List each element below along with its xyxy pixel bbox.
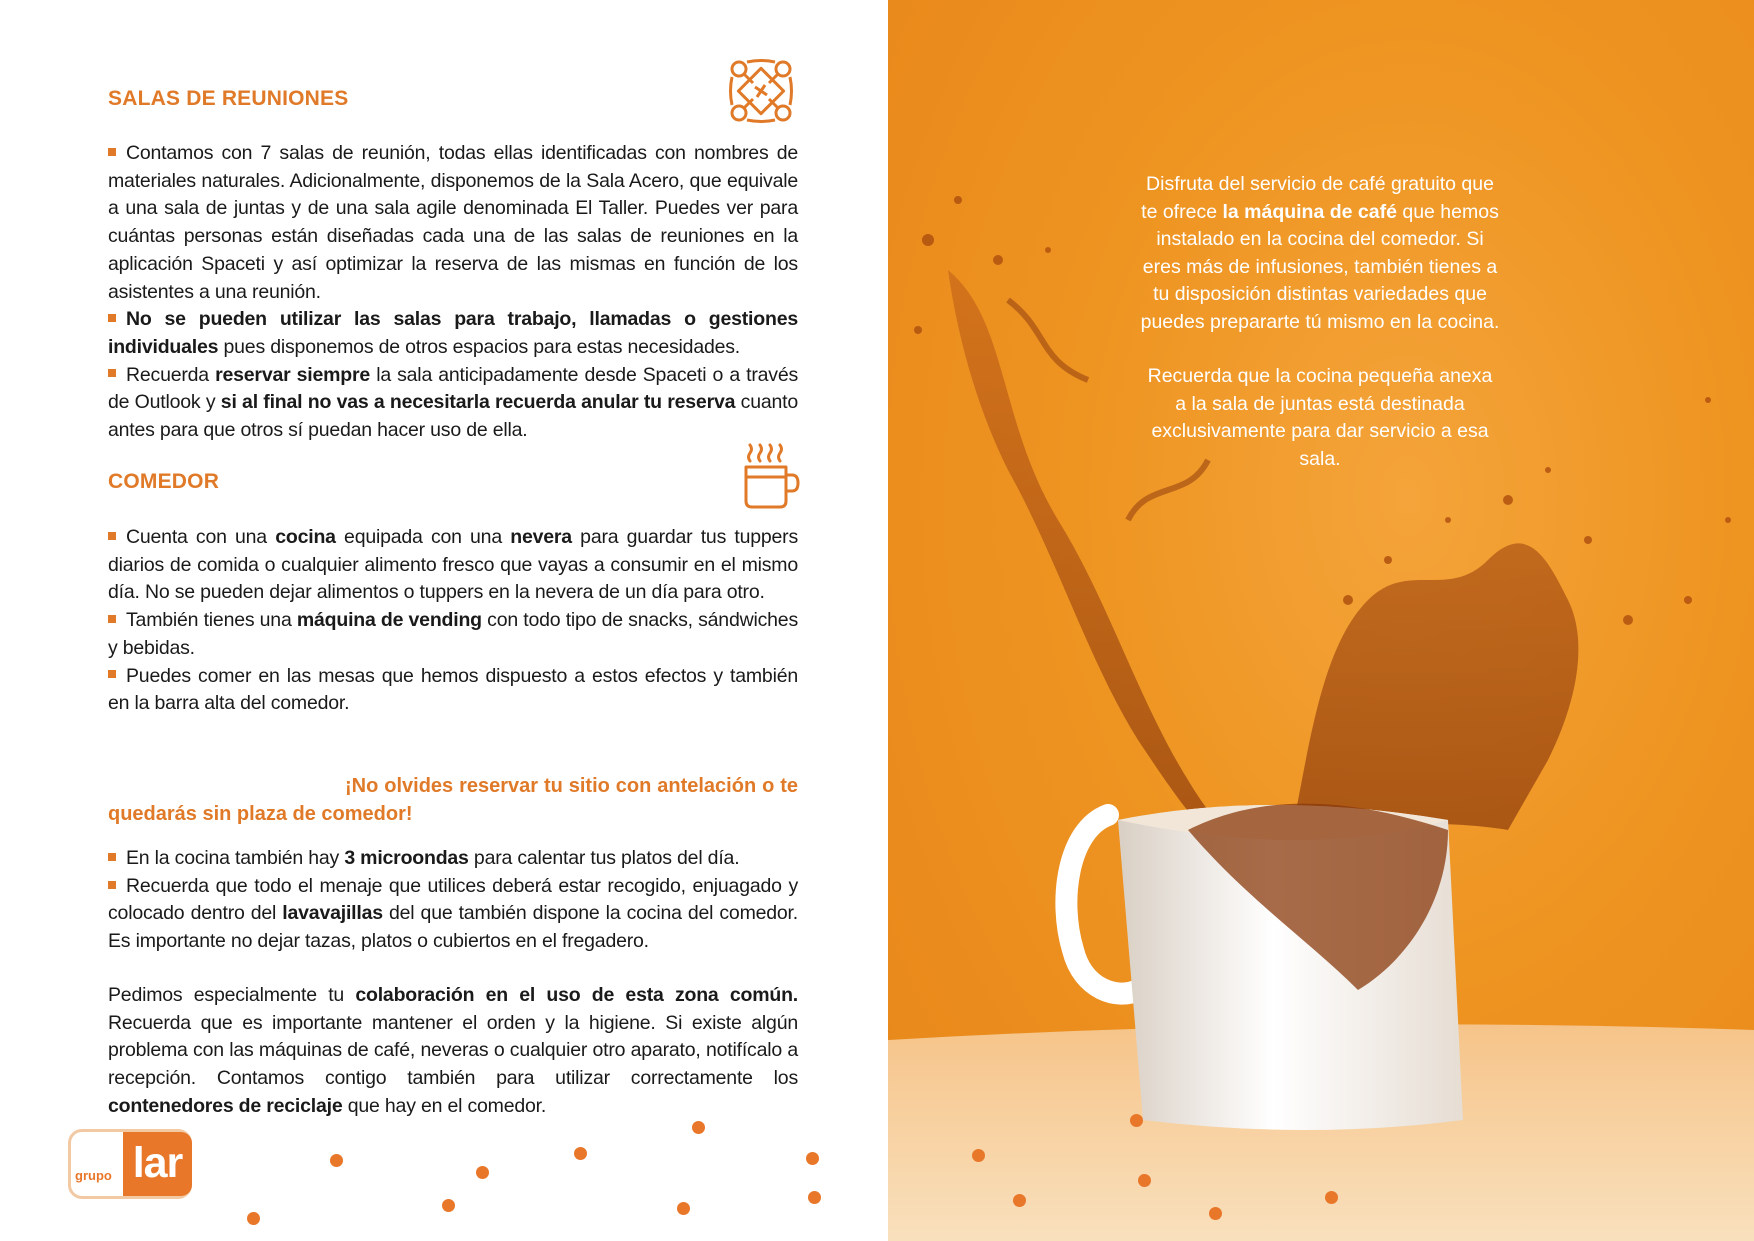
decorative-dot [677, 1202, 690, 1215]
logo-big-text: lar [123, 1132, 192, 1196]
comedor-paragraph-2: También tienes una máquina de vending con todo tipo de snacks, sándwiches y bebidas. [108, 609, 799, 659]
section-title-salas: SALAS DE REUNIONES [108, 87, 349, 110]
decorative-dot [574, 1147, 587, 1160]
comedor-paragraph-5: Recuerda que todo el menaje que utilices deberá estar recogido, enjuagado y colocado dentro del lavavajillas del que también dispone la cocina del comedor. Es importante no dejar tazas, platos o cubiertos en el fregadero. [108, 874, 798, 953]
bullet-icon [108, 532, 116, 540]
bullet-icon [108, 881, 116, 889]
bullet-icon [108, 148, 116, 156]
decorative-dot [442, 1199, 455, 1212]
bullet-icon [108, 314, 116, 322]
comedor-paragraph-6: Pedimos especialmente tu colaboración en el uso de esta zona común. Recuerda que es importante mantener el orden y la higiene. Si existe algún problema con las máquinas de café, neveras o cualquier otro aparato, notifícalo a recepción. Contamos contigo también para utilizar correctamente los contenedores de reciclaje que hay en el comedor. [108, 984, 798, 1117]
salas-paragraph-3: Recuerda reservar siempre la sala anticipadamente desde Spaceti o a través de Outlook y si al final no vas a necesitarla recuerda anular tu reserva cuanto antes para que otros sí puedan hacer uso de ella. [108, 363, 799, 442]
section-title-comedor: COMEDOR [108, 470, 220, 493]
decorative-dot [1130, 1114, 1143, 1127]
decorative-dot [1013, 1194, 1026, 1207]
comedor-body-3 [108, 982, 798, 1121]
decorative-dot [330, 1154, 343, 1167]
grupo-lar-logo [68, 1129, 192, 1199]
comedor-body-2 [108, 845, 798, 956]
bullet-icon [108, 853, 116, 861]
coffee-paragraph: Disfruta del servicio de café gratuito que te ofrece la máquina de café que hemos instalado en la cocina del comedor. Si eres más de infusiones, también tienes a tu disposición distintas variedades que puedes prepararte tú mismo en la cocina. [1140, 173, 1500, 333]
decorative-dot [476, 1166, 489, 1179]
logo-small-text: grupo [75, 1168, 112, 1183]
coffee-cup-icon [742, 441, 802, 511]
coffee-info-text [1140, 171, 1500, 473]
salas-body [108, 140, 798, 445]
bullet-icon [108, 615, 116, 623]
meeting-room-icon [727, 57, 795, 125]
decorative-dot [806, 1152, 819, 1165]
small-kitchen-paragraph: Recuerda que la cocina pequeña anexa a la sala de juntas está destinada exclusivamente para dar servicio a esa sala. [1147, 365, 1493, 470]
decorative-dot [972, 1149, 985, 1162]
bullet-icon [108, 670, 116, 678]
comedor-paragraph-3: Puedes comer en las mesas que hemos dispuesto a estos efectos y también en la barra alta del comedor. [108, 664, 798, 715]
decorative-dot [1209, 1207, 1222, 1220]
decorative-dot [247, 1212, 260, 1225]
decorative-dot [1138, 1174, 1151, 1187]
comedor-paragraph-1: Cuenta con una cocina equipada con una nevera para guardar tus tuppers diarios de comida o cualquier alimento fresco que vayas a consumir en el mismo día. No se pueden dejar alimentos o tuppers en la nevera de un día para otro. [108, 526, 799, 604]
decorative-dot [808, 1191, 821, 1204]
comedor-body-1 [108, 524, 798, 718]
comedor-paragraph-4: En la cocina también hay 3 microondas para calentar tus platos del día. [108, 845, 798, 873]
decorative-dot [1325, 1191, 1338, 1204]
salas-paragraph-2: No se pueden utilizar las salas para trabajo, llamadas o gestiones individuales pues disponemos de otros espacios para estas necesidades. [108, 308, 798, 358]
salas-paragraph-1: Contamos con 7 salas de reunión, todas ellas identificadas con nombres de materiales naturales. Adicionalmente, disponemos de la Sala Acero, que equivale a una sala de juntas y de una sala agile denominada El Taller. Puedes ver para cuántas personas están diseñadas cada una de las salas de reuniones en la aplicación Spaceti y así optimizar la reserva de las mismas en función de los asistentes a una reunión. [108, 142, 798, 303]
decorative-dot [692, 1121, 705, 1134]
bullet-icon [108, 369, 116, 377]
comedor-highlight: ¡No olvides reservar tu sitio con antelación o te quedarás sin plaza de comedor! [108, 775, 798, 825]
